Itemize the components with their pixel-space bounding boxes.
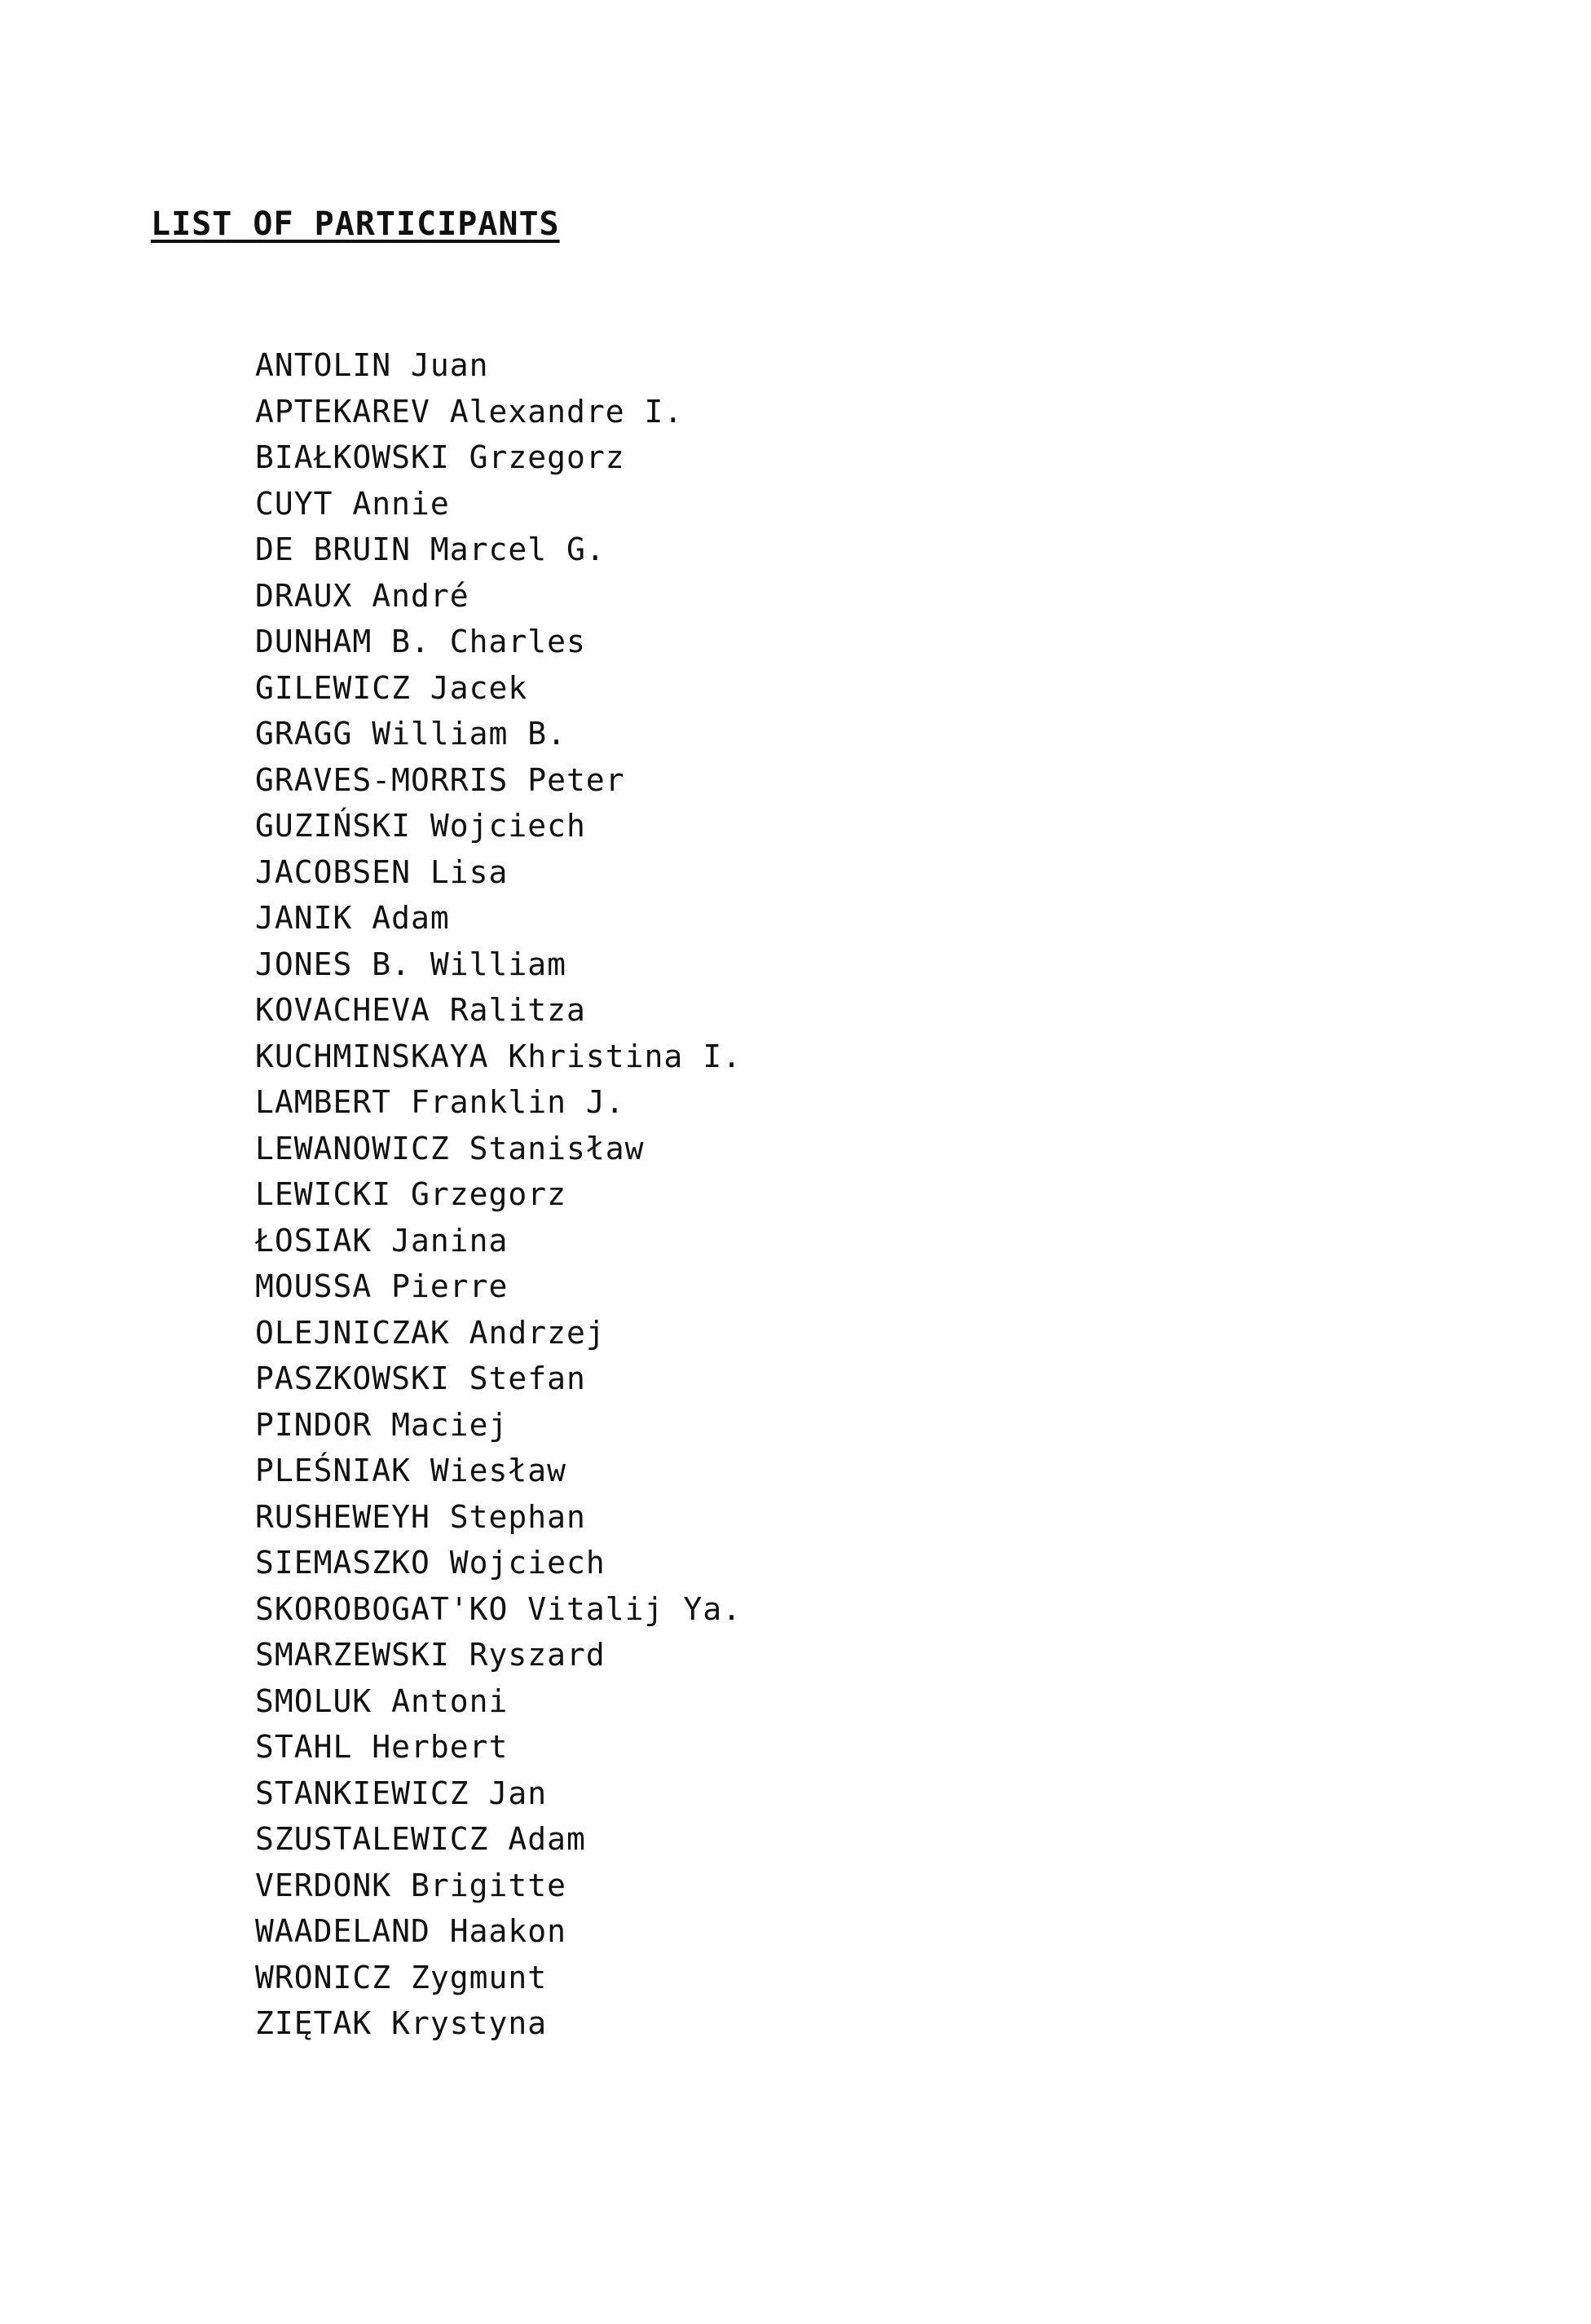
participant-name: STANKIEWICZ Jan bbox=[255, 1775, 548, 1811]
participant-name: OLEJNICZAK Andrzej bbox=[255, 1314, 606, 1351]
participant-name: GUZIŃSKI Wojciech bbox=[255, 808, 586, 844]
participant-name: ŁOSIAK Janina bbox=[255, 1222, 509, 1259]
participant-name: VERDONK Brigitte bbox=[255, 1867, 567, 1903]
participant-name: STAHL Herbert bbox=[255, 1729, 509, 1765]
participant-name: SMARZEWSKI Ryszard bbox=[255, 1637, 606, 1673]
participant-name: GRAVES-MORRIS Peter bbox=[255, 761, 625, 798]
participant-name: RUSHEWEYH Stephan bbox=[255, 1498, 586, 1535]
participant-name: ANTOLIN Juan bbox=[255, 347, 489, 383]
participant-name: CUYT Annie bbox=[255, 485, 450, 522]
participant-name: LEWICKI Grzegorz bbox=[255, 1176, 567, 1212]
participant-name: WRONICZ Zygmunt bbox=[255, 1959, 548, 1995]
participant-name: JACOBSEN Lisa bbox=[255, 853, 509, 890]
participant-name: PINDOR Maciej bbox=[255, 1406, 509, 1443]
participant-name: LAMBERT Franklin J. bbox=[255, 1084, 625, 1120]
participant-name: DE BRUIN Marcel G. bbox=[255, 531, 606, 567]
participant-name: DUNHAM B. Charles bbox=[255, 624, 586, 659]
participant-name: GILEWICZ Jacek bbox=[255, 669, 528, 706]
participant-name: SIEMASZKO Wojciech bbox=[255, 1545, 606, 1581]
participant-name: KUCHMINSKAYA Khristina I. bbox=[255, 1038, 742, 1074]
participant-name: JONES B. William bbox=[255, 946, 567, 982]
participant-name: GRAGG William B. bbox=[255, 716, 567, 752]
participant-name: PLEŚNIAK Wiesław bbox=[255, 1453, 567, 1488]
participant-name: ZIĘTAK Krystyna bbox=[255, 2005, 548, 2041]
participant-name: LEWANOWICZ Stanisław bbox=[255, 1130, 645, 1166]
page-title: LIST OF PARTICIPANTS bbox=[151, 205, 560, 243]
participant-name: KOVACHEVA Ralitza bbox=[255, 992, 586, 1028]
participant-name: JANIK Adam bbox=[255, 900, 450, 936]
participant-name: APTEKAREV Alexandre I. bbox=[255, 393, 684, 430]
participant-name: DRAUX André bbox=[255, 577, 469, 614]
participant-name: PASZKOWSKI Stefan bbox=[255, 1360, 586, 1396]
participant-list bbox=[255, 342, 742, 2047]
participant-name: SZUSTALEWICZ Adam bbox=[255, 1821, 586, 1857]
participant-name: BIAŁKOWSKI Grzegorz bbox=[255, 439, 625, 475]
participant-name: SKOROBOGAT'KO Vitalij Ya. bbox=[255, 1590, 742, 1627]
participant-name: WAADELAND Haakon bbox=[255, 1913, 567, 1949]
participant-name: MOUSSA Pierre bbox=[255, 1268, 509, 1304]
participant-name: SMOLUK Antoni bbox=[255, 1682, 509, 1719]
